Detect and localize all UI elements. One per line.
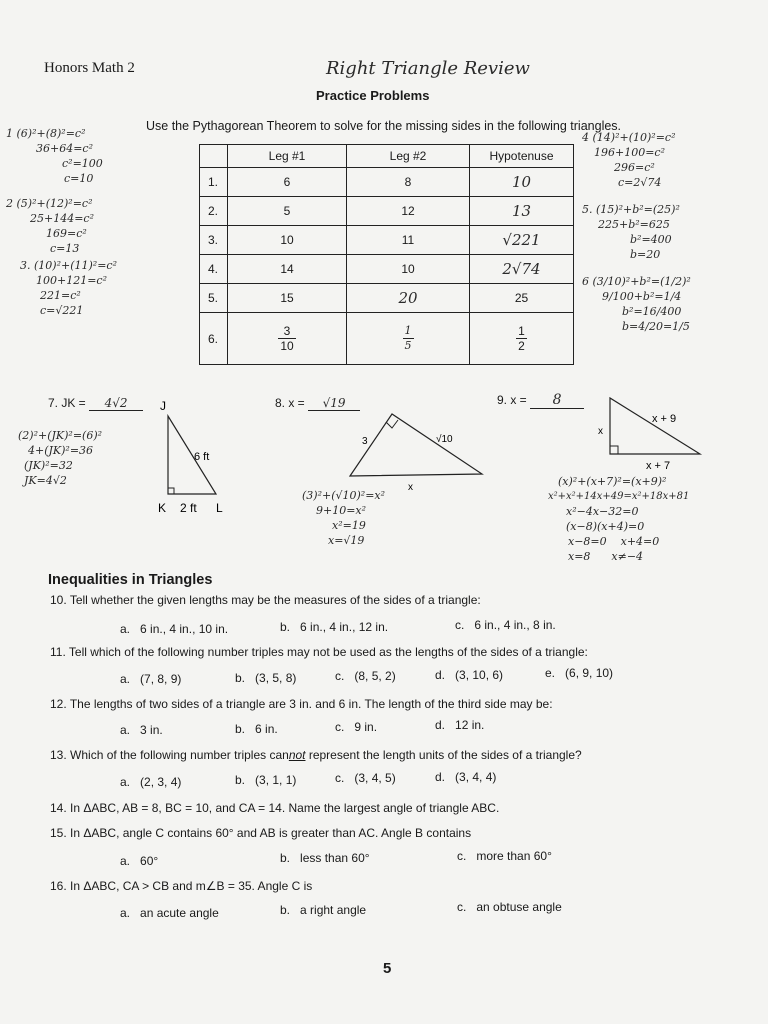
option-text: 60° bbox=[140, 854, 159, 868]
work-line: x=8 x≠−4 bbox=[568, 550, 644, 563]
option-text: a right angle bbox=[300, 903, 367, 917]
table-row bbox=[200, 197, 574, 226]
option-letter: b. bbox=[280, 851, 291, 865]
option-text: 12 in. bbox=[455, 718, 485, 732]
work-line: 3. (10)²+(11)²=c² bbox=[20, 259, 117, 272]
question-number: 10. bbox=[50, 593, 67, 607]
table-row bbox=[200, 255, 574, 284]
leg2-cell: 20 bbox=[347, 284, 470, 313]
option-text: (3, 1, 1) bbox=[255, 773, 297, 787]
hypotenuse-label: x + 9 bbox=[652, 413, 677, 425]
work-line: x²+x²+14x+49=x²+18x+81 bbox=[548, 491, 690, 502]
option[interactable] bbox=[457, 849, 552, 863]
option[interactable] bbox=[280, 620, 388, 634]
page-subtitle: Practice Problems bbox=[316, 88, 430, 103]
option-text: (6, 9, 10) bbox=[565, 666, 614, 680]
question-10 bbox=[50, 593, 481, 607]
option[interactable] bbox=[435, 718, 484, 732]
work-line: 169=c² bbox=[46, 227, 87, 240]
question-number: 13. bbox=[50, 748, 67, 762]
work-line: 36+64=c² bbox=[36, 142, 93, 155]
option-text: 3 in. bbox=[140, 723, 163, 737]
triangle-problem-8 bbox=[340, 404, 500, 494]
option-letter: c. bbox=[457, 849, 467, 863]
table-header-cell: Leg #2 bbox=[347, 145, 470, 168]
option-letter: a. bbox=[120, 775, 131, 789]
option[interactable] bbox=[280, 851, 370, 865]
table-header-cell: Leg #1 bbox=[228, 145, 347, 168]
question-14 bbox=[50, 801, 499, 815]
option[interactable] bbox=[235, 773, 296, 787]
option[interactable] bbox=[457, 900, 562, 914]
leg1-cell: 15 bbox=[228, 284, 347, 313]
denominator: 5 bbox=[404, 339, 412, 352]
base-label: 2 ft bbox=[180, 501, 197, 515]
side-b-label: √10 bbox=[436, 434, 453, 445]
option-letter: c. bbox=[335, 720, 345, 734]
work-line: (JK)²=32 bbox=[24, 459, 73, 472]
work-line: 1 (6)²+(8)²=c² bbox=[6, 127, 86, 140]
option-text: less than 60° bbox=[300, 851, 370, 865]
vertex-l: L bbox=[216, 501, 223, 515]
work-line: 25+144=c² bbox=[30, 212, 94, 225]
work-line: x−8=0 x+4=0 bbox=[568, 535, 660, 548]
problem-9-answer: 8 bbox=[552, 392, 562, 408]
work-line: c²=100 bbox=[62, 157, 103, 170]
question-text-emphasis: not bbox=[288, 748, 306, 762]
option[interactable] bbox=[120, 672, 181, 686]
problem-9-work bbox=[548, 474, 766, 564]
option-text: 6 in., 4 in., 12 in. bbox=[300, 620, 389, 634]
triangle-problem-9 bbox=[590, 392, 710, 474]
leg1-cell bbox=[228, 313, 347, 365]
problem-9-label: 9. x = bbox=[497, 393, 527, 407]
question-number: 12. bbox=[50, 697, 67, 711]
row-number: 2. bbox=[200, 197, 228, 226]
work-line: 100+121=c² bbox=[36, 274, 107, 287]
problem-7-answer: 4√2 bbox=[104, 396, 128, 410]
option-letter: c. bbox=[455, 618, 465, 632]
problem-9 bbox=[497, 392, 584, 409]
leg1-cell: 5 bbox=[228, 197, 347, 226]
option-text: 6 in., 4 in., 10 in. bbox=[140, 622, 229, 636]
work-line: 2 (5)²+(12)²=c² bbox=[6, 197, 93, 210]
page-title: Right Triangle Review bbox=[326, 58, 530, 79]
page-number: 5 bbox=[383, 960, 392, 977]
leg2-cell: 11 bbox=[347, 226, 470, 255]
table-row bbox=[200, 226, 574, 255]
row-number: 5. bbox=[200, 284, 228, 313]
side-a-label: 3 bbox=[362, 436, 368, 447]
option[interactable] bbox=[235, 722, 278, 736]
work-line: c=2√74 bbox=[618, 176, 662, 189]
leg2-cell bbox=[347, 313, 470, 365]
work-line: (2)²+(JK)²=(6)² bbox=[18, 429, 103, 442]
instructions: Use the Pythagorean Theorem to solve for the missing sides in the following triangles. bbox=[146, 119, 622, 133]
work-line: b=4/20=1/5 bbox=[622, 320, 690, 333]
side-left-label: x bbox=[598, 426, 603, 437]
table-header-cell: Hypotenuse bbox=[470, 145, 574, 168]
hypotenuse-label: 6 ft bbox=[194, 451, 210, 463]
question-number: 15. bbox=[50, 826, 67, 840]
hypotenuse-cell: 10 bbox=[470, 168, 574, 197]
problem-8-label: 8. x = bbox=[275, 396, 305, 410]
option-text: (7, 8, 9) bbox=[140, 672, 182, 686]
option[interactable] bbox=[120, 775, 181, 789]
work-line: 9/100+b²=1/4 bbox=[602, 290, 682, 303]
vertex-j: J bbox=[160, 399, 166, 413]
option-text: more than 60° bbox=[476, 849, 552, 863]
question-15 bbox=[50, 826, 471, 840]
option[interactable] bbox=[120, 906, 219, 920]
leg2-cell: 12 bbox=[347, 197, 470, 226]
option-letter: b. bbox=[280, 620, 291, 634]
question-16 bbox=[50, 879, 312, 893]
option[interactable] bbox=[335, 771, 396, 785]
denominator: 2 bbox=[518, 339, 525, 353]
question-11 bbox=[50, 645, 588, 659]
work-line: 9+10=x² bbox=[316, 504, 367, 517]
question-text: In ΔABC, AB = 8, BC = 10, and CA = 14. Name the largest angle of triangle ABC. bbox=[70, 801, 500, 815]
work-line: (3)²+(√10)²=x² bbox=[302, 489, 386, 502]
work-line: x=√19 bbox=[328, 534, 365, 547]
row-number: 3. bbox=[200, 226, 228, 255]
table-header-cell bbox=[200, 145, 228, 168]
problem-7-label: 7. JK = bbox=[48, 396, 86, 410]
option-letter: d. bbox=[435, 718, 446, 732]
triangle-jkl bbox=[150, 398, 240, 518]
option-text: (8, 5, 2) bbox=[354, 669, 396, 683]
option-letter: b. bbox=[235, 671, 246, 685]
table-row bbox=[200, 168, 574, 197]
work-line: c=√221 bbox=[40, 304, 84, 317]
base-label: x + 7 bbox=[646, 460, 671, 472]
option-letter: a. bbox=[120, 723, 131, 737]
numerator: 3 bbox=[278, 324, 295, 339]
option-letter: d. bbox=[435, 668, 446, 682]
work-line: 196+100=c² bbox=[594, 146, 665, 159]
work-line: c=10 bbox=[64, 172, 94, 185]
leg2-cell: 8 bbox=[347, 168, 470, 197]
course-name: Honors Math 2 bbox=[44, 60, 135, 76]
option[interactable] bbox=[120, 622, 228, 636]
option-letter: e. bbox=[545, 666, 556, 680]
option[interactable] bbox=[455, 618, 556, 632]
work-line: 296=c² bbox=[614, 161, 655, 174]
option-letter: a. bbox=[120, 906, 131, 920]
fraction bbox=[403, 324, 414, 353]
work-line: c=13 bbox=[50, 242, 80, 255]
question-12 bbox=[50, 697, 553, 711]
option[interactable] bbox=[120, 854, 158, 868]
table-row bbox=[200, 313, 574, 365]
question-text: In ΔABC, angle C contains 60° and AB is greater than AC. Angle B contains bbox=[70, 826, 472, 840]
work-line: b²=16/400 bbox=[622, 305, 682, 318]
option[interactable] bbox=[545, 666, 613, 680]
work-line: 225+b²=625 bbox=[598, 218, 670, 231]
work-line: JK=4√2 bbox=[24, 474, 67, 487]
fraction bbox=[278, 324, 295, 353]
work-line: x²−4x−32=0 bbox=[566, 505, 639, 518]
option-letter: c. bbox=[457, 900, 467, 914]
work-line: 4+(JK)²=36 bbox=[28, 444, 94, 457]
row-number: 6. bbox=[200, 313, 228, 365]
side-x-label: x bbox=[408, 482, 413, 493]
leg1-cell: 6 bbox=[228, 168, 347, 197]
section-title: Inequalities in Triangles bbox=[48, 572, 213, 588]
option-letter: a. bbox=[120, 672, 131, 686]
problem-7-work bbox=[18, 428, 102, 488]
option-text: 6 in., 4 in., 8 in. bbox=[474, 618, 556, 632]
option-text: (3, 4, 5) bbox=[354, 771, 396, 785]
option-text: an obtuse angle bbox=[476, 900, 562, 914]
question-number: 14. bbox=[50, 801, 67, 815]
row-number: 1. bbox=[200, 168, 228, 197]
work-line: 5. (15)²+b²=(25)² bbox=[582, 203, 680, 216]
work-line: b²=400 bbox=[630, 233, 672, 246]
table-row bbox=[200, 284, 574, 313]
denominator: 10 bbox=[280, 339, 294, 353]
option-letter: c. bbox=[335, 771, 345, 785]
work-line: 221=c² bbox=[40, 289, 81, 302]
option-letter: a. bbox=[120, 854, 131, 868]
leg1-cell: 14 bbox=[228, 255, 347, 284]
table-header-row bbox=[200, 145, 574, 168]
row-number: 4. bbox=[200, 255, 228, 284]
work-line: 4 (14)²+(10)²=c² bbox=[582, 131, 676, 144]
option-text: (3, 10, 6) bbox=[455, 668, 504, 682]
work-line: x²=19 bbox=[332, 519, 366, 532]
hypotenuse-cell: 2√74 bbox=[470, 255, 574, 284]
option[interactable] bbox=[120, 723, 163, 737]
option[interactable] bbox=[335, 720, 377, 734]
hypotenuse-cell bbox=[470, 313, 574, 365]
option-letter: b. bbox=[280, 903, 291, 917]
option-text: (3, 5, 8) bbox=[255, 671, 297, 685]
work-line: (x−8)(x+4)=0 bbox=[566, 520, 645, 533]
work-line: 6 (3/10)²+b²=(1/2)² bbox=[582, 275, 691, 288]
handwritten-work-right bbox=[582, 130, 766, 334]
question-text: Tell whether the given lengths may be the measures of the sides of a triangle: bbox=[69, 593, 481, 607]
question-text: Tell which of the following number triples may not be used as the lengths of the sides of a triangle: bbox=[68, 645, 588, 659]
option[interactable] bbox=[435, 770, 496, 784]
hypotenuse-cell: √221 bbox=[470, 226, 574, 255]
question-number: 16. bbox=[50, 879, 67, 893]
leg2-cell: 10 bbox=[347, 255, 470, 284]
option-text: an acute angle bbox=[140, 906, 219, 920]
option-letter: c. bbox=[335, 669, 345, 683]
option[interactable] bbox=[435, 668, 503, 682]
work-line: (x)²+(x+7)²=(x+9)² bbox=[558, 475, 667, 488]
option[interactable] bbox=[280, 903, 366, 917]
question-text: In ΔABC, CA > CB and m∠B = 35. Angle C is bbox=[70, 879, 313, 893]
option-text: (3, 4, 4) bbox=[455, 770, 497, 784]
question-text: The lengths of two sides of a triangle are 3 in. and 6 in. The length of the third side may be: bbox=[69, 697, 553, 711]
hypotenuse-cell: 13 bbox=[470, 197, 574, 226]
option-text: 6 in. bbox=[255, 722, 278, 736]
problem-7 bbox=[48, 396, 143, 411]
option-letter: a. bbox=[120, 622, 131, 636]
option-letter: b. bbox=[235, 722, 246, 736]
pythagorean-table bbox=[199, 144, 574, 365]
option[interactable] bbox=[335, 669, 396, 683]
leg1-cell: 10 bbox=[228, 226, 347, 255]
option[interactable] bbox=[235, 671, 296, 685]
numerator: 1 bbox=[518, 324, 525, 338]
problem-8-work bbox=[302, 488, 385, 548]
hypotenuse-cell: 25 bbox=[470, 284, 574, 313]
question-13 bbox=[50, 748, 582, 762]
fraction bbox=[516, 324, 527, 353]
problem-8-answer: √19 bbox=[322, 396, 346, 410]
option-text: 9 in. bbox=[354, 720, 378, 734]
question-text-pre: Which of the following number triples can bbox=[70, 748, 289, 762]
option-text: (2, 3, 4) bbox=[140, 775, 182, 789]
numerator: 1 bbox=[404, 324, 412, 337]
work-line: b=20 bbox=[630, 248, 661, 261]
option-letter: b. bbox=[235, 773, 246, 787]
vertex-k: K bbox=[158, 501, 167, 515]
question-number: 11. bbox=[50, 645, 66, 659]
handwritten-work-left bbox=[6, 126, 144, 318]
question-text-post: represent the length units of the sides of a triangle? bbox=[305, 748, 582, 762]
option-letter: d. bbox=[435, 770, 446, 784]
